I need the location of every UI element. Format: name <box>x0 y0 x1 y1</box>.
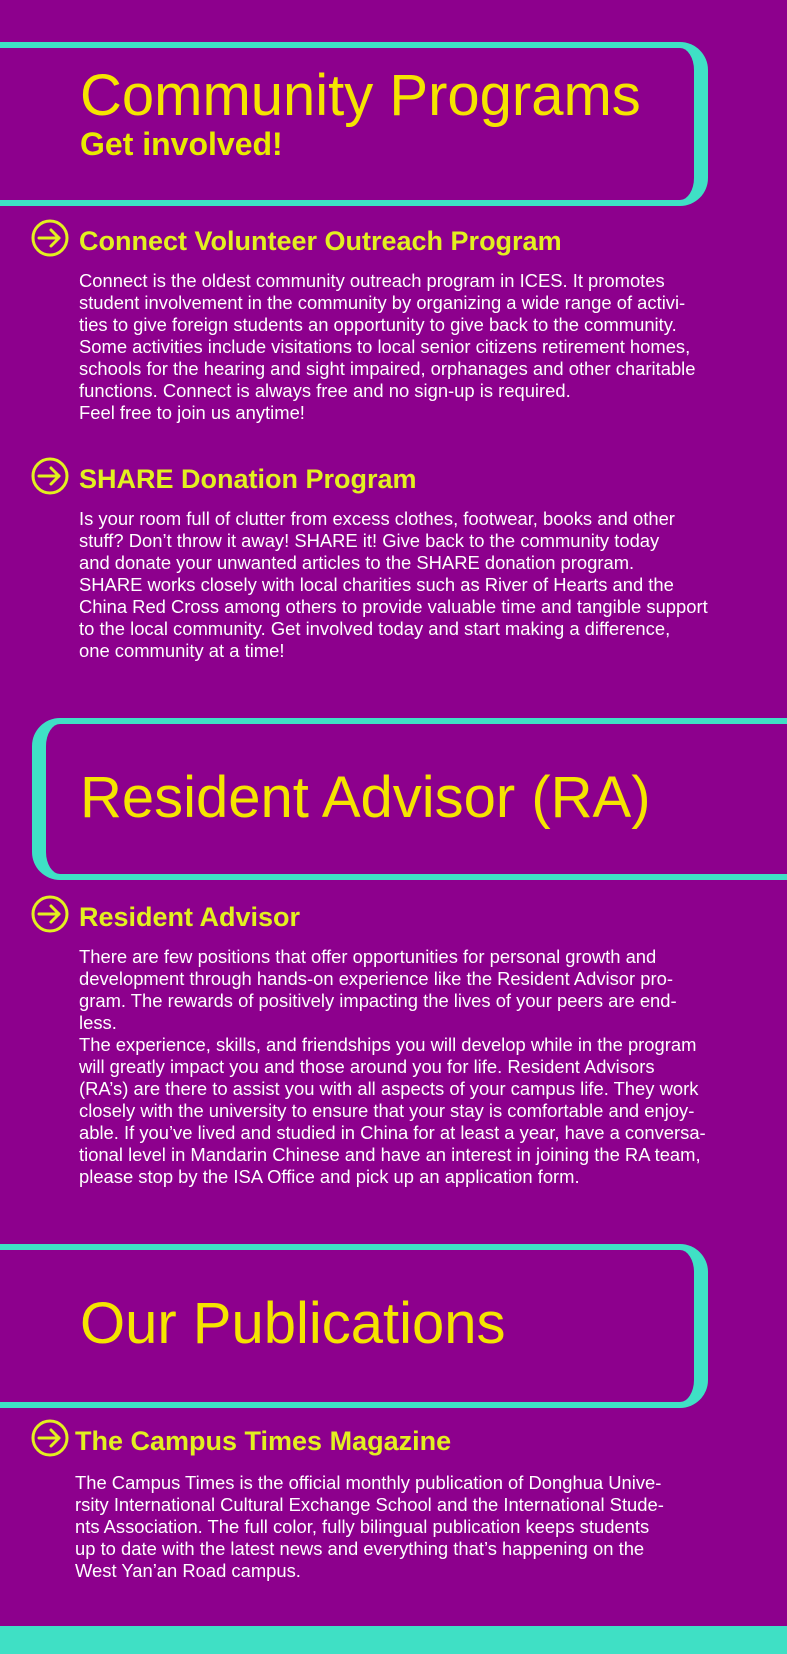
text-line: one community at a time! <box>79 640 285 661</box>
text-line: stuff? Don’t throw it away! SHARE it! Give back to the community today <box>79 530 660 551</box>
text-line: Some activities include visitations to local senior citizens retirement homes, <box>79 336 691 357</box>
text-line: functions. Connect is always free and no sign-up is required. <box>79 380 571 401</box>
text-line: student involvement in the community by organizing a wide range of activi- <box>79 292 686 313</box>
bottom-accent-bar <box>0 1626 787 1654</box>
text-line: will greatly impact you and those around you for life. Resident Advisors <box>79 1056 655 1077</box>
text-line: nts Association. The full color, fully bilingual publication keeps students <box>75 1516 650 1537</box>
arrow-circle-right-icon <box>30 894 70 934</box>
text-line: please stop by the ISA Office and pick up an application form. <box>79 1166 580 1187</box>
arrow-circle-right-icon <box>30 218 70 258</box>
text-line: development through hands-on experience like the Resident Advisor pro- <box>79 968 673 989</box>
text-line: There are few positions that offer opportunities for personal growth and <box>79 946 657 967</box>
text-line: and donate your unwanted articles to the SHARE donation program. <box>79 552 635 573</box>
resident-advisor-banner-title: Resident Advisor (RA) <box>80 765 651 830</box>
connect-description <box>79 270 714 424</box>
share-section-title: SHARE Donation Program <box>79 464 417 494</box>
text-line: rsity International Cultural Exchange School and the International Stude- <box>75 1494 664 1515</box>
text-line: West Yan’an Road campus. <box>75 1560 301 1581</box>
text-line: closely with the university to ensure that your stay is comfortable and enjoy- <box>79 1100 695 1121</box>
share-description <box>79 508 714 662</box>
text-line: Connect is the oldest community outreach program in ICES. It promotes <box>79 270 665 291</box>
text-line: less. <box>79 1012 117 1033</box>
text-line: schools for the hearing and sight impaired, orphanages and other charitable <box>79 358 696 379</box>
text-line: gram. The rewards of positively impacting the lives of your peers are end- <box>79 990 677 1011</box>
text-line: Is your room full of clutter from excess clothes, footwear, books and other <box>79 508 675 529</box>
text-line: tional level in Mandarin Chinese and have an interest in joining the RA team, <box>79 1144 701 1165</box>
arrow-circle-right-icon <box>30 456 70 496</box>
text-line: China Red Cross among others to provide valuable time and tangible support <box>79 596 708 617</box>
text-line: up to date with the latest news and everything that’s happening on the <box>75 1538 645 1559</box>
community-programs-subtitle: Get involved! <box>80 126 283 162</box>
text-line: Feel free to join us anytime! <box>79 402 305 423</box>
community-programs-title: Community Programs <box>80 63 641 128</box>
text-line: SHARE works closely with local charities such as River of Hearts and the <box>79 574 674 595</box>
text-line: to the local community. Get involved today and start making a difference, <box>79 618 671 639</box>
text-line: The Campus Times is the official monthly publication of Donghua Unive- <box>75 1472 662 1493</box>
publications-banner-title: Our Publications <box>80 1291 506 1356</box>
ra-section-title: Resident Advisor <box>79 902 301 932</box>
text-line: ties to give foreign students an opportunity to give back to the community. <box>79 314 677 335</box>
text-line: able. If you’ve lived and studied in China for at least a year, have a conversa- <box>79 1122 706 1143</box>
arrow-circle-right-icon <box>30 1418 70 1458</box>
campus-times-description <box>75 1472 710 1582</box>
ra-description <box>79 946 714 1188</box>
connect-section-title: Connect Volunteer Outreach Program <box>79 226 562 256</box>
text-line: (RA’s) are there to assist you with all aspects of your campus life. They work <box>79 1078 699 1099</box>
text-line: The experience, skills, and friendships you will develop while in the program <box>79 1034 697 1055</box>
campus-times-section-title: The Campus Times Magazine <box>75 1426 452 1456</box>
